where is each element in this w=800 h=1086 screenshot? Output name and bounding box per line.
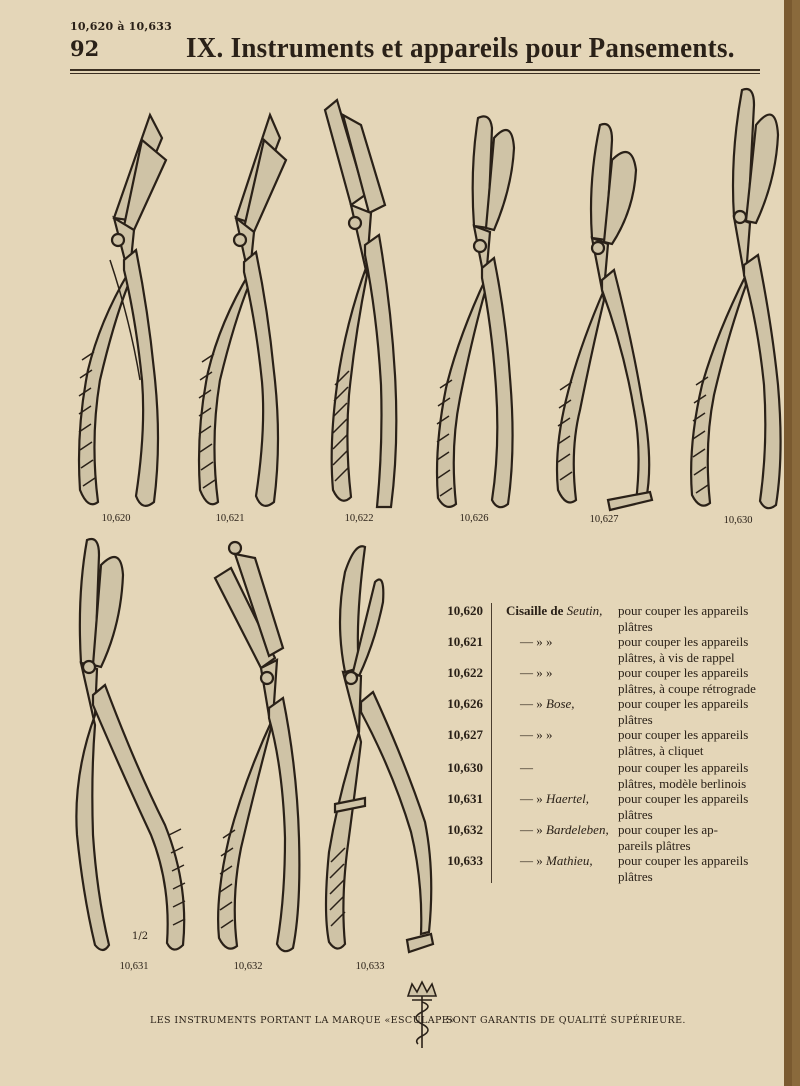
figure-caption: 10,620	[101, 513, 131, 524]
plaster-shears-mathieu-icon	[315, 542, 440, 957]
item-desc-cont: plâtres	[618, 807, 653, 822]
item-name: Seutin,	[566, 603, 603, 618]
item-lead: —	[520, 760, 533, 775]
item-lead: — » »	[520, 727, 553, 742]
item-desc: pour couper les appareils	[618, 791, 749, 806]
item-desc-cont: plâtres	[618, 619, 653, 634]
page-number: 92	[70, 36, 100, 61]
item-name: Mathieu,	[546, 853, 593, 868]
figure-caption: 10,633	[355, 961, 385, 972]
item-desc-cont: plâtres, à vis de rappel	[618, 650, 735, 665]
figure-caption: 10,622	[344, 513, 374, 524]
item-desc-cont: plâtres	[618, 712, 653, 727]
figure-caption: 10,630	[723, 515, 753, 526]
item-lead: — » »	[520, 665, 553, 680]
plaster-shears-retrograde-icon	[315, 95, 410, 515]
item-lead-text: — »	[520, 791, 543, 806]
header-rule-thin	[70, 73, 760, 74]
item-lead	[506, 603, 602, 619]
scale-note: 1/2	[132, 931, 149, 942]
plaster-shears-ratchet-icon	[550, 120, 660, 515]
plaster-shears-haertel-icon	[65, 535, 195, 960]
item-lead	[520, 791, 589, 807]
item-number: 10,626	[447, 696, 483, 711]
item-desc: pour couper les appareils	[618, 696, 749, 711]
item-desc: pour couper les appareils	[618, 634, 749, 649]
footer-text-left: LES INSTRUMENTS PORTANT LA MARQUE «ESCULAPE»	[150, 1015, 456, 1026]
item-desc-cont: plâtres, à cliquet	[618, 743, 704, 758]
item-desc-cont: plâtres, à coupe rétrograde	[618, 681, 756, 696]
item-lead-text: Cisaille de	[506, 603, 564, 618]
item-lead-text: — »	[520, 822, 543, 837]
item-desc: pour couper les appareils	[618, 603, 749, 618]
item-desc: pour couper les appareils	[618, 727, 749, 742]
plaster-shears-berlin-icon	[682, 85, 790, 515]
figure-caption: 10,631	[119, 961, 149, 972]
plaster-shears-angled-icon	[190, 110, 290, 515]
item-lead-text: — »	[520, 696, 543, 711]
plaster-shears-bose-icon	[428, 108, 523, 513]
item-number: 10,632	[447, 822, 483, 837]
item-number: 10,631	[447, 791, 483, 806]
item-number: 10,627	[447, 727, 483, 742]
item-desc-cont: pareils plâtres	[618, 838, 691, 853]
item-name: Bardeleben,	[546, 822, 609, 837]
item-lead	[520, 822, 609, 838]
item-lead: — » »	[520, 634, 553, 649]
item-number: 10,633	[447, 853, 483, 868]
plaster-shears-bardeleben-icon	[205, 538, 310, 958]
item-desc: pour couper les appareils	[618, 853, 749, 868]
item-lead	[520, 696, 575, 712]
item-desc-cont: plâtres	[618, 869, 653, 884]
item-number: 10,630	[447, 760, 483, 775]
item-name: Haertel,	[546, 791, 589, 806]
item-lead	[520, 853, 593, 869]
figure-caption: 10,627	[589, 514, 619, 525]
item-desc: pour couper les ap-	[618, 822, 718, 837]
item-number: 10,622	[447, 665, 483, 680]
figure-caption: 10,626	[459, 513, 489, 524]
page-title: IX. Instruments et appareils pour Pansements.	[186, 32, 735, 64]
item-number: 10,621	[447, 634, 483, 649]
figure-caption: 10,632	[233, 961, 263, 972]
item-name: Bose,	[546, 696, 575, 711]
item-number: 10,620	[447, 603, 483, 618]
item-range: 10,620 à 10,633	[70, 20, 172, 33]
plaster-shears-angled-icon	[70, 110, 170, 515]
figure-caption: 10,621	[215, 513, 245, 524]
item-desc-cont: plâtres, modèle berlinois	[618, 776, 747, 791]
item-lead-text: — »	[520, 853, 543, 868]
esculape-crowned-staff-icon	[404, 980, 440, 1050]
item-desc: pour couper les appareils	[618, 665, 749, 680]
footer-text-right: SONT GARANTIS DE QUALITÉ SUPÉRIEURE.	[446, 1015, 686, 1026]
list-divider	[491, 603, 492, 883]
header-rule	[70, 69, 760, 71]
item-desc: pour couper les appareils	[618, 760, 749, 775]
